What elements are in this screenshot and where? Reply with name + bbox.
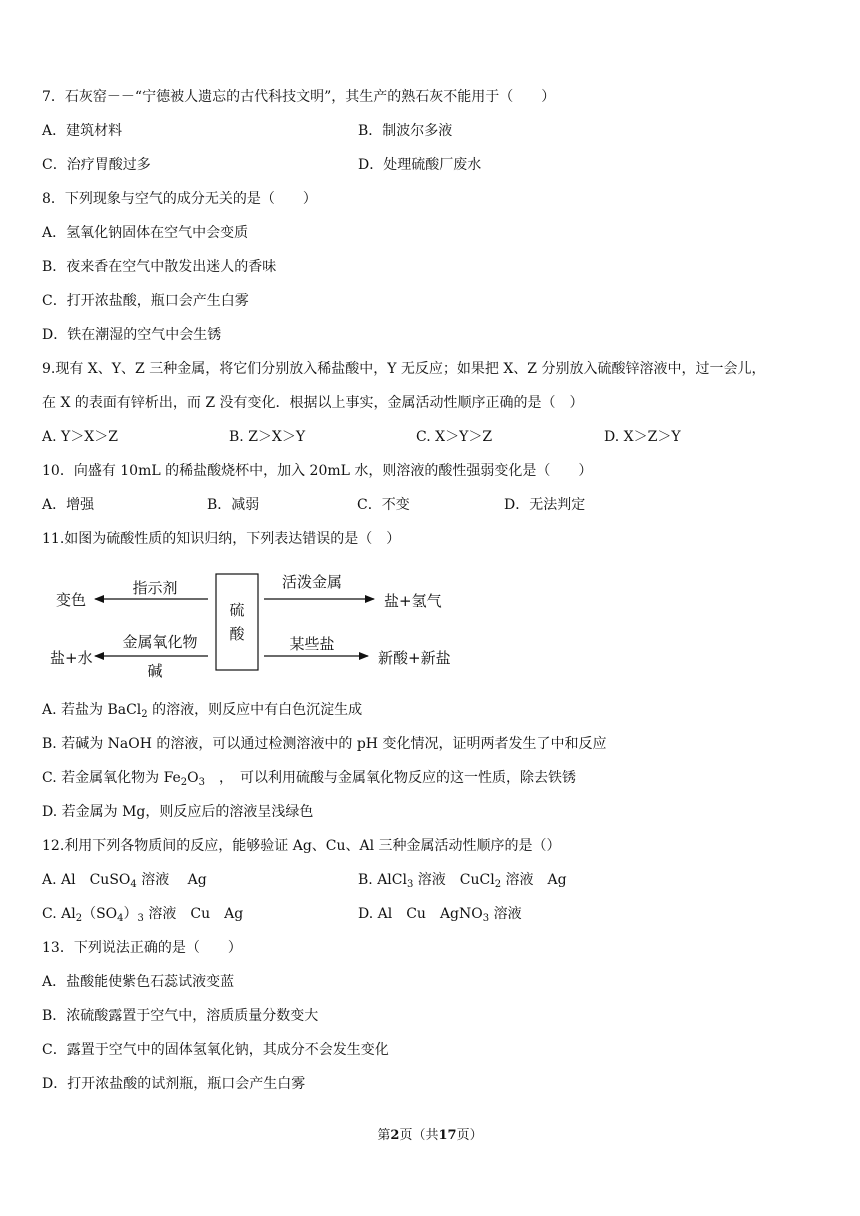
q11-option-b: B. 若碱为 NaOH 的溶液，可以通过检测溶液中的 pH 变化情况，证明两者发生了中和反应 xyxy=(42,736,607,752)
arrow-label-certain-salts: 某些盐 xyxy=(289,635,335,653)
center-box xyxy=(216,574,258,670)
sulfuric-acid-properties-diagram xyxy=(50,568,470,684)
q7-option-a: A．建筑材料 xyxy=(42,123,123,139)
q10-stem: 10．向盛有 10mL 的稀盐酸烧杯中，加入 20mL 水，则溶液的酸性强弱变化是（ ） xyxy=(42,463,593,479)
q7-option-c: C．治疗胃酸过多 xyxy=(42,157,151,173)
page-footer: 第2页（共17页） xyxy=(377,1128,483,1143)
q11-option-c: C. 若金属氧化物为 $Fe_2O_3$ ， 可以利用硫酸与金属氧化物反应的这一性质，除去铁锈 xyxy=(42,770,577,788)
center-label-bottom: 酸 xyxy=(229,625,245,643)
q13-stem: 13．下列说法正确的是（ ） xyxy=(42,940,242,956)
q11-option-d: D. 若金属为 Mg，则反应后的溶液呈浅绿色 xyxy=(42,804,314,820)
q13-option-d: D．打开浓盐酸的试剂瓶，瓶口会产生白雾 xyxy=(42,1076,306,1092)
q8-stem: 8．下列现象与空气的成分无关的是（ ） xyxy=(42,191,317,207)
q10-option-a: A．增强 xyxy=(42,497,95,513)
q8-option-c: C．打开浓盐酸，瓶口会产生白雾 xyxy=(42,293,249,309)
arrow-label-active-metal: 活泼金属 xyxy=(281,573,343,591)
q8-option-b: B．夜来香在空气中散发出迷人的香味 xyxy=(42,259,277,275)
q13-option-b: B．浓硫酸露置于空气中，溶质质量分数变大 xyxy=(42,1008,319,1024)
q12-option-b: B. AlCl$_3$ 溶液 CuCl$_2$ 溶液 Ag xyxy=(358,872,567,890)
arrow-label-indicator: 指示剂 xyxy=(132,579,178,597)
result-color-change: 变色 xyxy=(56,591,87,609)
arrow-label-base: 碱 xyxy=(147,662,163,680)
center-label-top: 硫 xyxy=(229,601,245,619)
q7-stem: 7．石灰窑－－“宁德被人遗忘的古代科技文明”，其生产的熟石灰不能用于（ ） xyxy=(42,89,556,105)
q10-option-d: D．无法判定 xyxy=(504,497,586,513)
q10-option-b: B．减弱 xyxy=(207,497,260,513)
page-total: 17 xyxy=(438,1128,457,1143)
q12-option-d: D. Al Cu AgNO$_3$ 溶液 xyxy=(358,906,522,924)
q12-option-c: C. $Al_2(SO_4)_3$ 溶液 Cu Ag xyxy=(42,906,244,924)
q11-stem: 11.如图为硫酸性质的知识归纳，下列表达错误的是（ ） xyxy=(42,531,401,547)
q9-option-c: C. X＞Y＞Z xyxy=(416,429,493,445)
q12-stem: 12.利用下列各物质间的反应，能够验证 Ag、Cu、Al 三种金属活动性顺序的是（） xyxy=(42,838,561,854)
q8-option-d: D．铁在潮湿的空气中会生锈 xyxy=(42,327,222,343)
q9-stem-line2: 在 X 的表面有锌析出，而 Z 没有变化．根据以上事实，金属活动性顺序正确的是（ ） xyxy=(42,395,584,411)
q13-option-c: C．露置于空气中的固体氢氧化钠，其成分不会发生变化 xyxy=(42,1042,389,1058)
q8-option-a: A．氢氧化钠固体在空气中会变质 xyxy=(42,225,249,241)
arrow-label-metal-oxide: 金属氧化物 xyxy=(122,633,198,651)
result-salt-hydrogen: 盐+氢气 xyxy=(384,592,442,610)
q9-option-d: D. X＞Z＞Y xyxy=(604,429,681,445)
q9-stem-line1: 9.现有 X、Y、Z 三种金属，将它们分别放入稀盐酸中，Y 无反应；如果把 X、Z 分别放入硫酸锌溶液中，过一会儿， xyxy=(42,361,766,377)
q10-option-c: C．不变 xyxy=(357,497,410,513)
result-salt-water: 盐+水 xyxy=(50,649,93,667)
q13-option-a: A．盐酸能使紫色石蕊试液变蓝 xyxy=(42,974,235,990)
result-new-acid-new-salt: 新酸+新盐 xyxy=(378,649,451,667)
q7-option-d: D．处理硫酸厂废水 xyxy=(358,157,482,173)
page-number: 2 xyxy=(390,1128,400,1143)
q9-option-a: A. Y＞X＞Z xyxy=(42,429,118,445)
q9-option-b: B. Z＞X＞Y xyxy=(229,429,306,445)
q7-option-b: B．制波尔多液 xyxy=(358,123,453,139)
q12-option-a: A. Al CuSO$_4$ 溶液 Ag xyxy=(42,872,207,890)
q11-option-a: A. 若盐为 BaCl$_2$ 的溶液，则反应中有白色沉淀生成 xyxy=(42,702,363,720)
